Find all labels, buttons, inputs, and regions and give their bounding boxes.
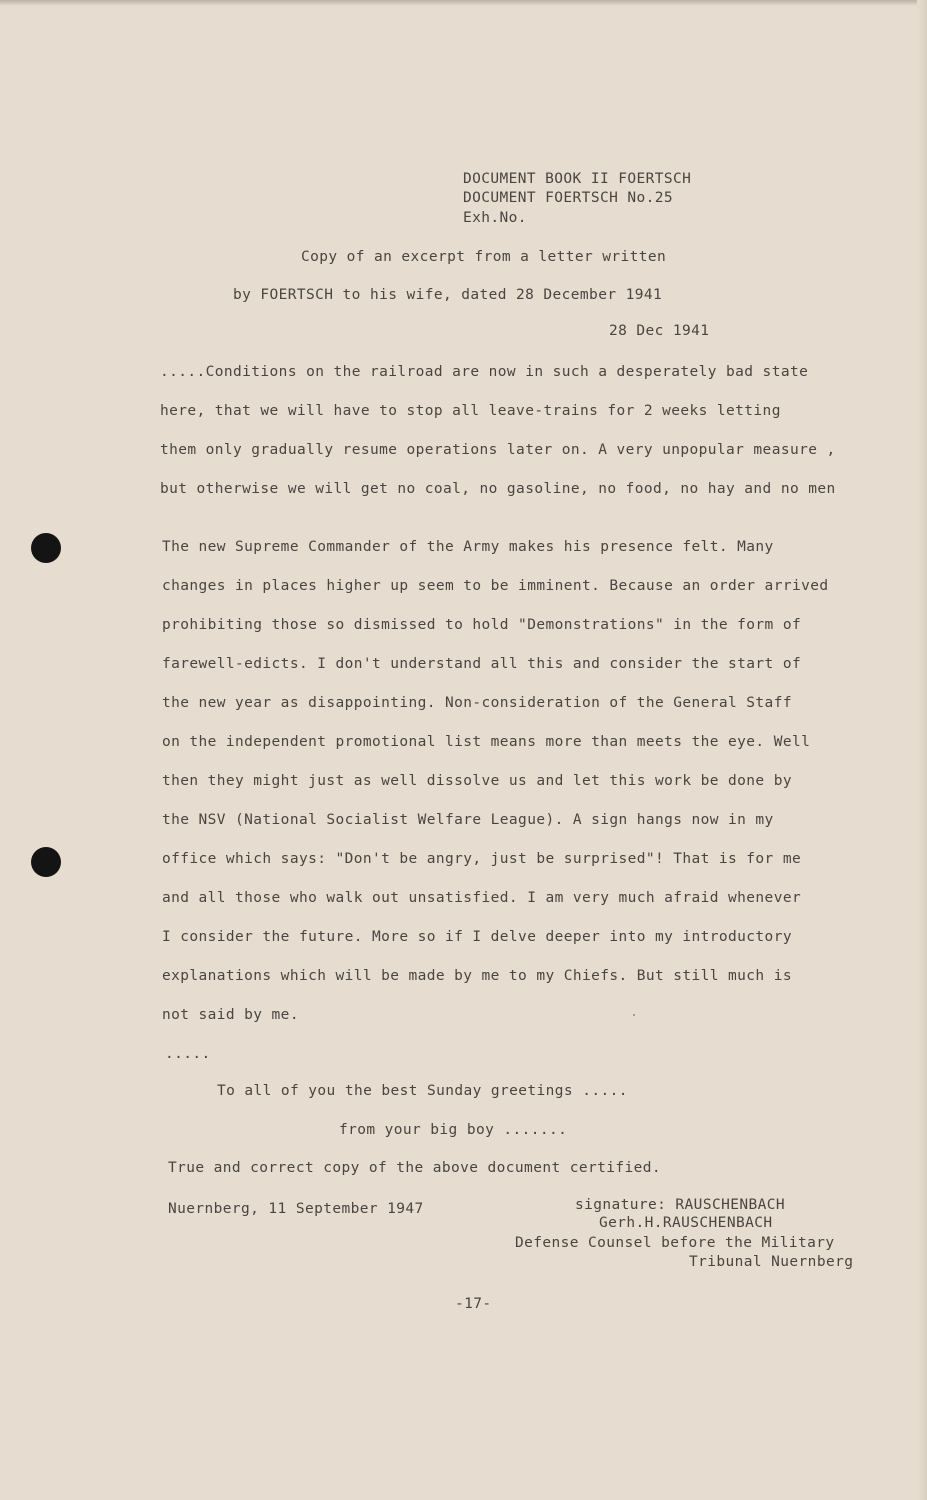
document-number-label: DOCUMENT FOERTSCH No.25 <box>463 190 673 206</box>
paragraph-1-line-4: but otherwise we will get no coal, no gasoline, no food, no hay and no men <box>160 481 836 497</box>
paragraph-2-line-10: and all those who walk out unsatisfied. I am very much afraid whenever <box>162 890 802 906</box>
paragraph-1-line-2: here, that we will have to stop all leave-trains for 2 weeks letting <box>160 403 781 419</box>
paragraph-2-line-12: explanations which will be made by me to my Chiefs. But still much is <box>162 968 792 984</box>
closing-sender: from your big boy ....... <box>339 1122 568 1138</box>
paragraph-2-line-2: changes in places higher up seem to be imminent. Because an order arrived <box>162 578 829 594</box>
signature-line: signature: RAUSCHENBACH <box>575 1197 785 1213</box>
exhibit-number-label: Exh.No. <box>463 210 527 226</box>
page-right-edge <box>917 0 927 1500</box>
closing-greeting: To all of you the best Sunday greetings ..... <box>217 1083 628 1099</box>
stray-mark <box>633 1014 635 1016</box>
signatory-title-line-1: Defense Counsel before the Military <box>515 1235 835 1251</box>
paragraph-2-line-11: I consider the future. More so if I delve deeper into my introductory <box>162 929 792 945</box>
certification-statement: True and correct copy of the above document certified. <box>168 1160 662 1176</box>
paragraph-2-line-9: office which says: "Don't be angry, just be surprised"! That is for me <box>162 851 802 867</box>
paragraph-1-line-1: .....Conditions on the railroad are now in such a desperately bad state <box>160 364 809 380</box>
punch-hole-top <box>31 533 61 563</box>
intro-line-2: by FOERTSCH to his wife, dated 28 December 1941 <box>233 287 663 303</box>
paragraph-1-line-3: them only gradually resume operations later on. A very unpopular measure , <box>160 442 836 458</box>
paragraph-2-line-3: prohibiting those so dismissed to hold "Demonstrations" in the form of <box>162 617 802 633</box>
letter-date: 28 Dec 1941 <box>609 323 710 339</box>
page-top-edge <box>0 0 927 6</box>
paragraph-2-line-1: The new Supreme Commander of the Army makes his presence felt. Many <box>162 539 774 555</box>
place-and-date: Nuernberg, 11 September 1947 <box>168 1201 424 1217</box>
paragraph-2-line-8: the NSV (National Socialist Welfare League). A sign hangs now in my <box>162 812 774 828</box>
omission-ellipsis: ..... <box>165 1046 211 1062</box>
paragraph-2-line-13: not said by me. <box>162 1007 299 1023</box>
document-book-label: DOCUMENT BOOK II FOERTSCH <box>463 171 692 187</box>
paragraph-2-line-5: the new year as disappointing. Non-consideration of the General Staff <box>162 695 792 711</box>
paragraph-2-line-7: then they might just as well dissolve us and let this work be done by <box>162 773 792 789</box>
punch-hole-bottom <box>31 847 61 877</box>
page-number: -17- <box>455 1296 492 1312</box>
signatory-title-line-2: Tribunal Nuernberg <box>689 1254 854 1270</box>
paragraph-2-line-6: on the independent promotional list means more than meets the eye. Well <box>162 734 811 750</box>
intro-line-1: Copy of an excerpt from a letter written <box>301 249 667 265</box>
paragraph-2-line-4: farewell-edicts. I don't understand all this and consider the start of <box>162 656 802 672</box>
signatory-name: Gerh.H.RAUSCHENBACH <box>599 1215 773 1231</box>
